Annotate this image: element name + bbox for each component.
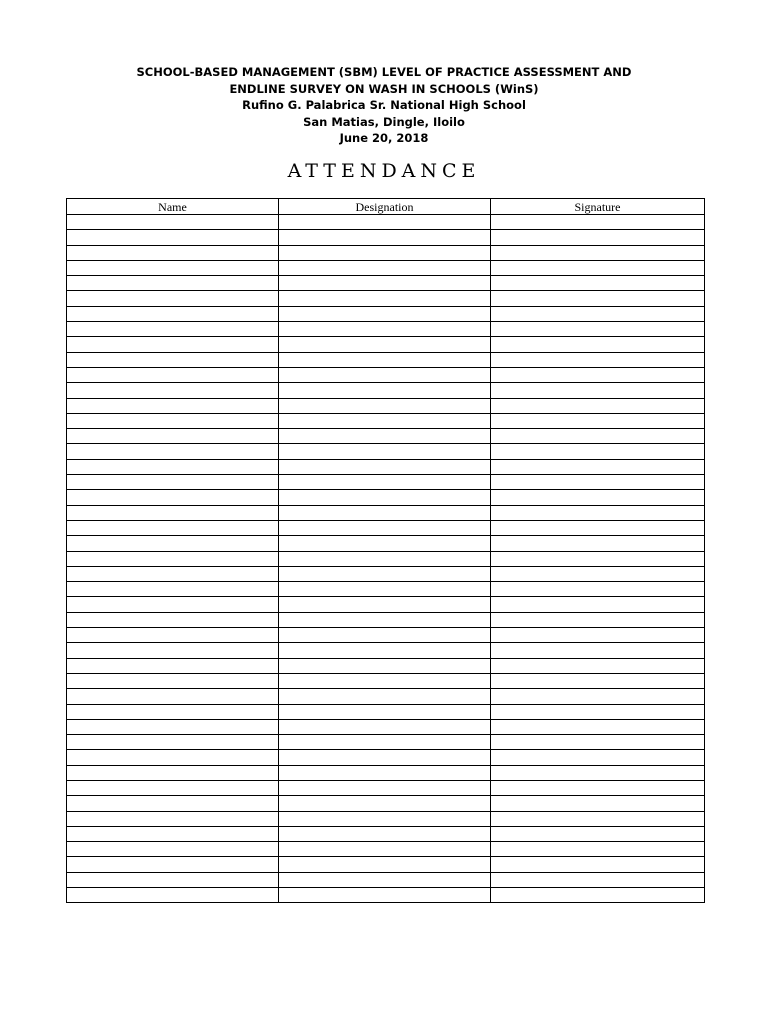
name-cell[interactable] — [67, 306, 279, 321]
table-row — [67, 719, 705, 734]
table-row — [67, 551, 705, 566]
table-row — [67, 490, 705, 505]
name-cell[interactable] — [67, 551, 279, 566]
signature-cell[interactable] — [491, 260, 705, 275]
designation-cell[interactable] — [279, 673, 491, 688]
attendance-table-body — [67, 215, 705, 903]
signature-cell[interactable] — [491, 367, 705, 382]
table-row — [67, 689, 705, 704]
name-cell[interactable] — [67, 643, 279, 658]
signature-cell[interactable] — [491, 475, 705, 490]
table-row — [67, 398, 705, 413]
table-row — [67, 826, 705, 841]
designation-cell[interactable] — [279, 750, 491, 765]
name-cell[interactable] — [67, 704, 279, 719]
name-cell[interactable] — [67, 475, 279, 490]
table-row — [67, 612, 705, 627]
signature-cell[interactable] — [491, 245, 705, 260]
designation-cell[interactable] — [279, 398, 491, 413]
designation-cell[interactable] — [279, 260, 491, 275]
name-cell[interactable] — [67, 215, 279, 230]
designation-cell[interactable] — [279, 459, 491, 474]
column-header-designation: Designation — [279, 199, 491, 215]
name-cell[interactable] — [67, 842, 279, 857]
name-cell[interactable] — [67, 673, 279, 688]
designation-cell[interactable] — [279, 872, 491, 887]
designation-cell[interactable] — [279, 215, 491, 230]
designation-cell[interactable] — [279, 735, 491, 750]
name-cell[interactable] — [67, 735, 279, 750]
signature-cell[interactable] — [491, 383, 705, 398]
school-location: San Matias, Dingle, Iloilo — [303, 114, 465, 129]
designation-cell[interactable] — [279, 780, 491, 795]
designation-cell[interactable] — [279, 796, 491, 811]
table-row — [67, 505, 705, 520]
name-cell[interactable] — [67, 383, 279, 398]
name-cell[interactable] — [67, 490, 279, 505]
name-cell[interactable] — [67, 780, 279, 795]
designation-cell[interactable] — [279, 689, 491, 704]
name-cell[interactable] — [67, 719, 279, 734]
name-cell[interactable] — [67, 765, 279, 780]
name-cell[interactable] — [67, 260, 279, 275]
name-cell[interactable] — [67, 520, 279, 535]
name-cell[interactable] — [67, 352, 279, 367]
table-row — [67, 306, 705, 321]
table-row — [67, 230, 705, 245]
signature-cell[interactable] — [491, 765, 705, 780]
table-header-row — [67, 199, 705, 215]
designation-cell[interactable] — [279, 444, 491, 459]
signature-cell[interactable] — [491, 352, 705, 367]
name-cell[interactable] — [67, 888, 279, 903]
name-cell[interactable] — [67, 230, 279, 245]
designation-cell[interactable] — [279, 658, 491, 673]
designation-cell[interactable] — [279, 505, 491, 520]
signature-cell[interactable] — [491, 750, 705, 765]
table-row — [67, 704, 705, 719]
signature-cell[interactable] — [491, 811, 705, 826]
name-cell[interactable] — [67, 582, 279, 597]
table-row — [67, 383, 705, 398]
attendance-table — [66, 198, 705, 903]
table-row — [67, 429, 705, 444]
name-cell[interactable] — [67, 367, 279, 382]
table-row — [67, 566, 705, 581]
table-row — [67, 444, 705, 459]
table-row — [67, 582, 705, 597]
signature-cell[interactable] — [491, 872, 705, 887]
table-row — [67, 796, 705, 811]
table-row — [67, 276, 705, 291]
signature-cell[interactable] — [491, 658, 705, 673]
header-line-1: SCHOOL-BASED MANAGEMENT (SBM) LEVEL OF PRACTICE ASSESSMENT AND — [136, 65, 632, 79]
table-row — [67, 658, 705, 673]
designation-cell[interactable] — [279, 490, 491, 505]
name-cell[interactable] — [67, 689, 279, 704]
table-row — [67, 536, 705, 551]
designation-cell[interactable] — [279, 245, 491, 260]
table-row — [67, 413, 705, 428]
signature-cell[interactable] — [491, 215, 705, 230]
name-cell[interactable] — [67, 597, 279, 612]
signature-cell[interactable] — [491, 719, 705, 734]
table-row — [67, 459, 705, 474]
name-cell[interactable] — [67, 750, 279, 765]
signature-cell[interactable] — [491, 291, 705, 306]
signature-cell[interactable] — [491, 857, 705, 872]
table-row — [67, 215, 705, 230]
table-row — [67, 673, 705, 688]
column-header-name: Name — [67, 199, 279, 215]
designation-cell[interactable] — [279, 582, 491, 597]
signature-cell[interactable] — [491, 582, 705, 597]
designation-cell[interactable] — [279, 566, 491, 581]
table-row — [67, 750, 705, 765]
name-cell[interactable] — [67, 505, 279, 520]
designation-cell[interactable] — [279, 306, 491, 321]
table-row — [67, 857, 705, 872]
designation-cell[interactable] — [279, 857, 491, 872]
signature-cell[interactable] — [491, 796, 705, 811]
signature-cell[interactable] — [491, 673, 705, 688]
table-row — [67, 520, 705, 535]
name-cell[interactable] — [67, 658, 279, 673]
designation-cell[interactable] — [279, 383, 491, 398]
signature-cell[interactable] — [491, 566, 705, 581]
designation-cell[interactable] — [279, 811, 491, 826]
table-row — [67, 628, 705, 643]
signature-cell[interactable] — [491, 826, 705, 841]
designation-cell[interactable] — [279, 475, 491, 490]
designation-cell[interactable] — [279, 367, 491, 382]
designation-cell[interactable] — [279, 520, 491, 535]
school-name: Rufino G. Palabrica Sr. National High School — [242, 98, 526, 112]
signature-cell[interactable] — [491, 704, 705, 719]
page-title: ATTENDANCE — [287, 160, 481, 182]
signature-cell[interactable] — [491, 842, 705, 857]
table-row — [67, 475, 705, 490]
designation-cell[interactable] — [279, 597, 491, 612]
designation-cell[interactable] — [279, 826, 491, 841]
designation-cell[interactable] — [279, 765, 491, 780]
designation-cell[interactable] — [279, 276, 491, 291]
designation-cell[interactable] — [279, 643, 491, 658]
signature-cell[interactable] — [491, 322, 705, 337]
designation-cell[interactable] — [279, 429, 491, 444]
signature-cell[interactable] — [491, 780, 705, 795]
designation-cell[interactable] — [279, 337, 491, 352]
name-cell[interactable] — [67, 826, 279, 841]
signature-cell[interactable] — [491, 597, 705, 612]
name-cell[interactable] — [67, 337, 279, 352]
table-row — [67, 597, 705, 612]
table-row — [67, 735, 705, 750]
name-cell[interactable] — [67, 291, 279, 306]
event-date: June 20, 2018 — [339, 131, 429, 145]
signature-cell[interactable] — [491, 230, 705, 245]
table-row — [67, 367, 705, 382]
table-row — [67, 811, 705, 826]
document-header — [0, 64, 768, 147]
designation-cell[interactable] — [279, 551, 491, 566]
name-cell[interactable] — [67, 429, 279, 444]
signature-cell[interactable] — [491, 689, 705, 704]
designation-cell[interactable] — [279, 888, 491, 903]
name-cell[interactable] — [67, 536, 279, 551]
signature-cell[interactable] — [491, 276, 705, 291]
name-cell[interactable] — [67, 245, 279, 260]
name-cell[interactable] — [67, 413, 279, 428]
designation-cell[interactable] — [279, 413, 491, 428]
table-row — [67, 765, 705, 780]
name-cell[interactable] — [67, 444, 279, 459]
signature-cell[interactable] — [491, 413, 705, 428]
signature-cell[interactable] — [491, 888, 705, 903]
name-cell[interactable] — [67, 612, 279, 627]
designation-cell[interactable] — [279, 322, 491, 337]
signature-cell[interactable] — [491, 612, 705, 627]
signature-cell[interactable] — [491, 429, 705, 444]
table-row — [67, 780, 705, 795]
name-cell[interactable] — [67, 872, 279, 887]
table-row — [67, 291, 705, 306]
name-cell[interactable] — [67, 857, 279, 872]
signature-cell[interactable] — [491, 643, 705, 658]
designation-cell[interactable] — [279, 291, 491, 306]
table-row — [67, 643, 705, 658]
table-row — [67, 888, 705, 903]
column-header-signature: Signature — [491, 199, 705, 215]
name-cell[interactable] — [67, 566, 279, 581]
signature-cell[interactable] — [491, 551, 705, 566]
table-row — [67, 872, 705, 887]
signature-cell[interactable] — [491, 337, 705, 352]
designation-cell[interactable] — [279, 628, 491, 643]
signature-cell[interactable] — [491, 398, 705, 413]
signature-cell[interactable] — [491, 444, 705, 459]
signature-cell[interactable] — [491, 520, 705, 535]
designation-cell[interactable] — [279, 612, 491, 627]
designation-cell[interactable] — [279, 719, 491, 734]
name-cell[interactable] — [67, 398, 279, 413]
designation-cell[interactable] — [279, 842, 491, 857]
name-cell[interactable] — [67, 628, 279, 643]
table-row — [67, 842, 705, 857]
designation-cell[interactable] — [279, 230, 491, 245]
signature-cell[interactable] — [491, 459, 705, 474]
name-cell[interactable] — [67, 796, 279, 811]
header-line-2: ENDLINE SURVEY ON WASH IN SCHOOLS (WinS) — [229, 81, 539, 96]
designation-cell[interactable] — [279, 704, 491, 719]
table-row — [67, 352, 705, 367]
table-row — [67, 337, 705, 352]
name-cell[interactable] — [67, 276, 279, 291]
table-row — [67, 260, 705, 275]
designation-cell[interactable] — [279, 352, 491, 367]
signature-cell[interactable] — [491, 505, 705, 520]
designation-cell[interactable] — [279, 536, 491, 551]
name-cell[interactable] — [67, 322, 279, 337]
signature-cell[interactable] — [491, 306, 705, 321]
name-cell[interactable] — [67, 811, 279, 826]
name-cell[interactable] — [67, 459, 279, 474]
table-row — [67, 322, 705, 337]
signature-cell[interactable] — [491, 628, 705, 643]
signature-cell[interactable] — [491, 536, 705, 551]
signature-cell[interactable] — [491, 490, 705, 505]
table-row — [67, 245, 705, 260]
signature-cell[interactable] — [491, 735, 705, 750]
